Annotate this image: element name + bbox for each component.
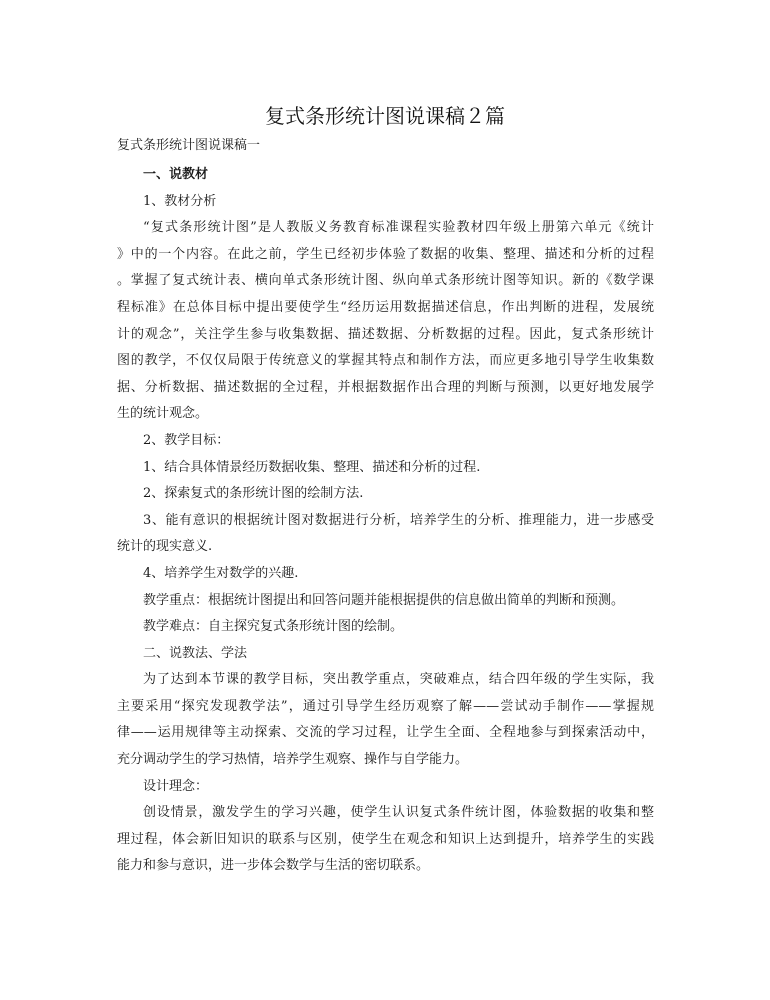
list-item: 3、能有意识的根据统计图对数据进行分析，培养学生的分析、推理能力，进一步感受 — [143, 512, 654, 528]
paragraph-line: 计的观念”，关注学生参与收集数据、描述数据、分析数据的过程。因此，复式条形统计 — [117, 326, 654, 342]
document-subtitle: 复式条形统计图说课稿一 — [117, 138, 261, 153]
list-item: 4、培养学生对数学的兴趣. — [143, 565, 299, 581]
paragraph-line: 能力和参与意识，进一步体会数学与生活的密切联系。 — [117, 858, 430, 874]
teaching-focus: 教学重点：根据统计图提出和回答问题并能根据提供的信息做出简单的判断和预测。 — [143, 592, 625, 608]
section-heading: 一、说教材 — [143, 167, 209, 182]
paragraph-line: 理过程，体会新旧知识的联系与区别，使学生在观念和知识上达到提升，培养学生的实践 — [117, 831, 654, 847]
document-body — [117, 162, 654, 880]
paragraph-line: 据、分析数据、描述数据的全过程，并根据数据作出合理的判断与预测，以更好地发展学 — [117, 379, 654, 395]
paragraph-line: 创设情景，激发学生的学习兴趣，使学生认识复式条件统计图，体验数据的收集和整 — [143, 805, 654, 821]
paragraph-line: 统计的现实意义. — [117, 539, 213, 555]
section-heading: 二、说教法、学法 — [143, 645, 248, 661]
paragraph-line: 充分调动学生的学习热情，培养学生观察、操作与自学能力。 — [117, 752, 469, 768]
paragraph-line: 程标准》在总体目标中提出要使学生“经历运用数据描述信息，作出判断的进程，发展统 — [117, 299, 654, 315]
paragraph-line: 主要采用“探究发现教学法”，通过引导学生经历观察了解——尝试动手制作——掌握规 — [117, 698, 654, 714]
paragraph-line: 图的教学，不仅仅局限于传统意义的掌握其特点和制作方法，而应更多地引导学生收集数 — [117, 353, 654, 369]
paragraph-line: “复式条形统计图”是人教版义务教育标准课程实验教材四年级上册第六单元《统计 — [143, 220, 654, 236]
teaching-difficulty: 教学难点：自主探究复式条形统计图的绘制。 — [143, 619, 404, 635]
paragraph-line: 。掌握了复式统计表、横向单式条形统计图、纵向单式条形统计图等知识。新的《数学课 — [117, 273, 654, 289]
subsection-heading: 设计理念： — [143, 778, 209, 794]
document-title: 复式条形统计图说课稿２篇 — [265, 104, 505, 128]
list-item: 2、探索复式的条形统计图的绘制方法. — [143, 486, 364, 502]
paragraph-line: 》中的一个内容。在此之前，学生已经初步体验了数据的收集、整理、描述和分析的过程 — [117, 246, 654, 262]
paragraph-line: 为了达到本节课的教学目标，突出教学重点，突破难点，结合四年级的学生实际，我 — [143, 672, 654, 688]
paragraph-line: 生的统计观念。 — [117, 406, 209, 422]
subsection-heading: 2、教学目标： — [143, 432, 230, 448]
subsection-heading: 1、教材分析 — [143, 193, 217, 209]
list-item: 1、结合具体情景经历数据收集、整理、描述和分析的过程. — [143, 459, 481, 475]
paragraph-line: 律——运用规律等主动探索、交流的学习过程，让学生全面、全程地参与到探索活动中， — [117, 725, 654, 741]
